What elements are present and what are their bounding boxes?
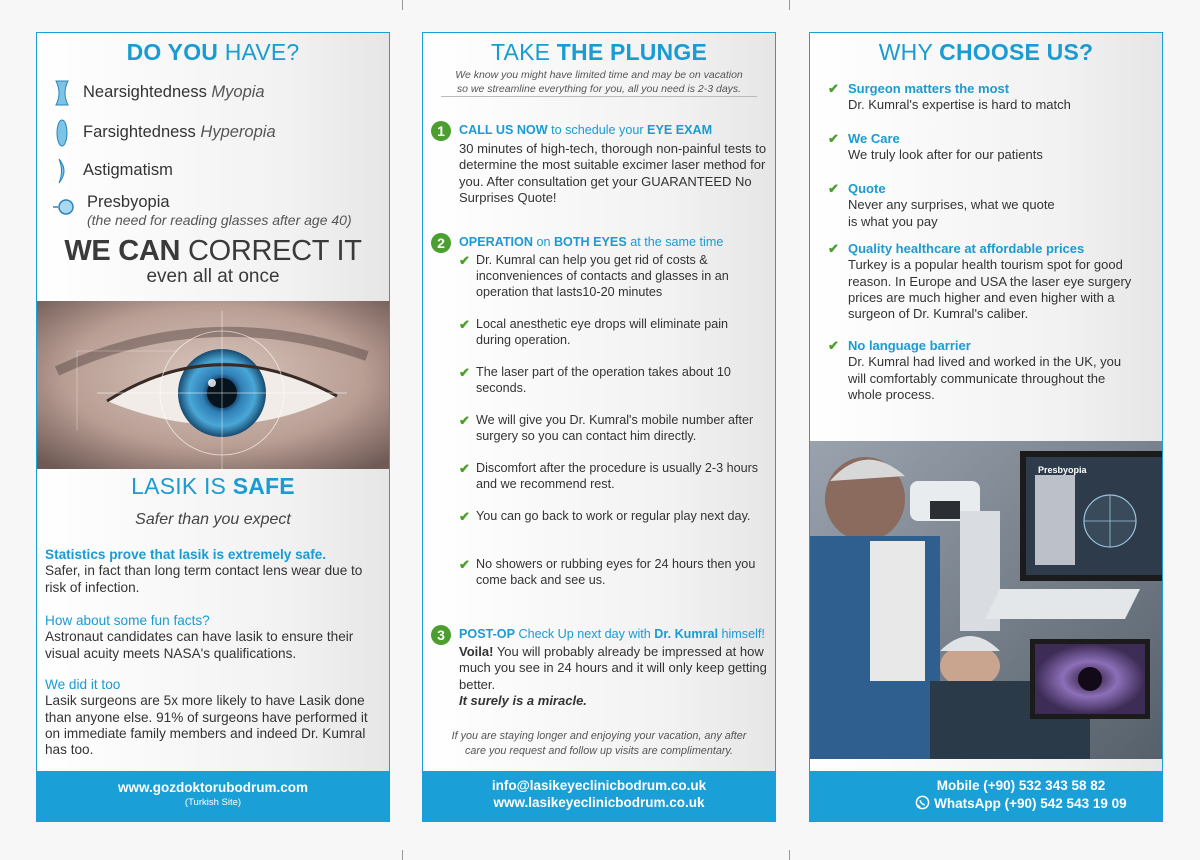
- check-icon: ✔: [828, 181, 839, 196]
- check-icon: ✔: [459, 317, 470, 332]
- panel-why-choose-us: [809, 32, 1163, 822]
- turkish-site-note: (Turkish Site): [184, 797, 242, 808]
- whatsapp-icon: [915, 795, 930, 810]
- check-icon: ✔: [459, 253, 470, 268]
- step-2-heading: OPERATION on BOTH EYES at the same time: [459, 235, 724, 249]
- step-3-heading: POST-OP Check Up next day with Dr. Kumral himself!: [459, 627, 765, 641]
- convex-lens-icon: [53, 119, 71, 147]
- surgery-photo: [810, 441, 1162, 759]
- step-2-bullet: ✔ Discomfort after the procedure is usually 2-3 hours and we recommend rest.: [459, 461, 759, 491]
- turkish-site-link[interactable]: www.gozdoktorubodrum.com: [118, 780, 308, 795]
- check-icon: ✔: [459, 509, 470, 524]
- step-1-heading: CALL US NOW to schedule your EYE EXAM: [459, 123, 713, 137]
- step-1-badge: 1: [431, 121, 451, 141]
- panel1-title: DO YOU HAVE?: [126, 39, 300, 65]
- whatsapp-line[interactable]: WhatsApp (+90) 542 543 19 09: [810, 795, 1162, 811]
- monitor-label: Presbyopia: [1038, 465, 1087, 475]
- reason-item: ✔ We Care We truly look after for our patients: [828, 131, 1043, 163]
- email-link[interactable]: info@lasikeyeclinicbodrum.co.uk: [491, 778, 707, 793]
- correct-it-heading: WE CAN CORRECT IT: [64, 235, 362, 267]
- reading-glasses-icon: [53, 193, 75, 221]
- panel2-title: TAKE THE PLUNGE: [491, 39, 707, 65]
- check-icon: ✔: [459, 413, 470, 428]
- step-2-bullet: ✔ Dr. Kumral can help you get rid of costs & inconveniences of contacts and glasses in an operation that lasts10-20 minutes: [459, 253, 729, 299]
- plunge-outro: If you are staying longer and enjoying your vacation, any after care you request and follow up visits are complimentary.: [451, 730, 747, 757]
- lasik-safe-title: LASIK IS SAFE: [131, 473, 295, 499]
- divider: [441, 96, 757, 97]
- concave-lens-icon: [53, 79, 71, 107]
- safe-subtitle: Safer than you expect: [135, 511, 291, 528]
- panel-do-you-have: [36, 32, 390, 822]
- condition-myopia: Nearsightedness Myopia: [53, 79, 265, 107]
- check-icon: ✔: [828, 131, 839, 146]
- step-2-bullet: ✔ We will give you Dr. Kumral's mobile number after surgery so you can contact him directly.: [459, 413, 754, 443]
- check-icon: ✔: [459, 461, 470, 476]
- step-3-body: Voila! You will probably already be impressed at how much you see in 24 hours and it will only keep getting better. It surely is a miracle.: [459, 644, 767, 708]
- condition-astigmatism: Astigmatism: [53, 157, 173, 185]
- condition-presbyopia: Presbyopia (the need for reading glasses after age 40): [53, 193, 352, 228]
- step-1-body: 30 minutes of high-tech, thorough non-painful tests to determine the most suitable excimer laser method for you. After consultation get your GUARANTEED No Surprises Quote!: [459, 141, 767, 205]
- step-2-bullet: ✔ No showers or rubbing eyes for 24 hours then you come back and see us.: [459, 557, 756, 587]
- website-link[interactable]: www.lasikeyeclinicbodrum.co.uk: [493, 795, 705, 810]
- reason-item: ✔ Quote Never any surprises, what we quote is what you pay: [828, 181, 1055, 229]
- reason-item: ✔ No language barrier Dr. Kumral had lived and worked in the UK, you will comfortably communicate throughout the whole process.: [828, 338, 1122, 402]
- crescent-lens-icon: [53, 157, 71, 185]
- step-2-bullet: ✔ You can go back to work or regular play next day.: [459, 509, 751, 524]
- surgery-scene: [810, 441, 1163, 759]
- check-icon: ✔: [828, 338, 839, 353]
- reason-item: ✔ Surgeon matters the most Dr. Kumral's expertise is hard to match: [828, 81, 1071, 113]
- check-icon: ✔: [459, 557, 470, 572]
- condition-hyperopia: Farsightedness Hyperopia: [53, 119, 276, 147]
- plunge-intro: We know you might have limited time and may be on vacation so we streamline everything for you, all you need is 2-3 days.: [455, 69, 743, 95]
- panel2-footer: [423, 771, 775, 821]
- check-icon: ✔: [828, 81, 839, 96]
- step-2-bullet: ✔ Local anesthetic eye drops will eliminate pain during operation.: [459, 317, 729, 347]
- fact-statistics: Statistics prove that lasik is extremely safe. Safer, in fact than long term contact lens wear due to risk of infection.: [45, 547, 363, 595]
- eye-photo: [37, 301, 390, 469]
- panel-take-the-plunge: [422, 32, 776, 822]
- mobile-line[interactable]: Mobile (+90) 532 343 58 82: [936, 778, 1106, 793]
- step-2-bullet: ✔ The laser part of the operation takes about 10 seconds.: [459, 365, 731, 395]
- presbyopia-note: (the need for reading glasses after age 40): [87, 211, 352, 228]
- step-3-badge: 3: [431, 625, 451, 645]
- panel1-footer: [37, 771, 389, 821]
- all-at-once: even all at once: [146, 266, 280, 287]
- fact-we-did-it: We did it too Lasik surgeons are 5x more likely to have Lasik done than anyone else. 91% of surgeons have performed it on immediate family members and indeed Dr. Kumral has too.: [45, 677, 368, 758]
- reason-item: ✔ Quality healthcare at affordable prices Turkey is a popular health tourism spot for good reason. In Europe and USA the laser eye surgery prices are much higher and even higher with a surgeon of Dr. Kumral's caliber.: [828, 241, 1132, 321]
- check-icon: ✔: [828, 241, 839, 256]
- panel3-title: WHY CHOOSE US?: [878, 39, 1094, 65]
- fact-fun-facts: How about some fun facts? Astronaut candidates can have lasik to ensure their visual acuity meets NASA's qualifications.: [45, 613, 354, 661]
- step-2-badge: 2: [431, 233, 451, 253]
- panel3-footer: [810, 771, 1162, 821]
- check-icon: ✔: [459, 365, 470, 380]
